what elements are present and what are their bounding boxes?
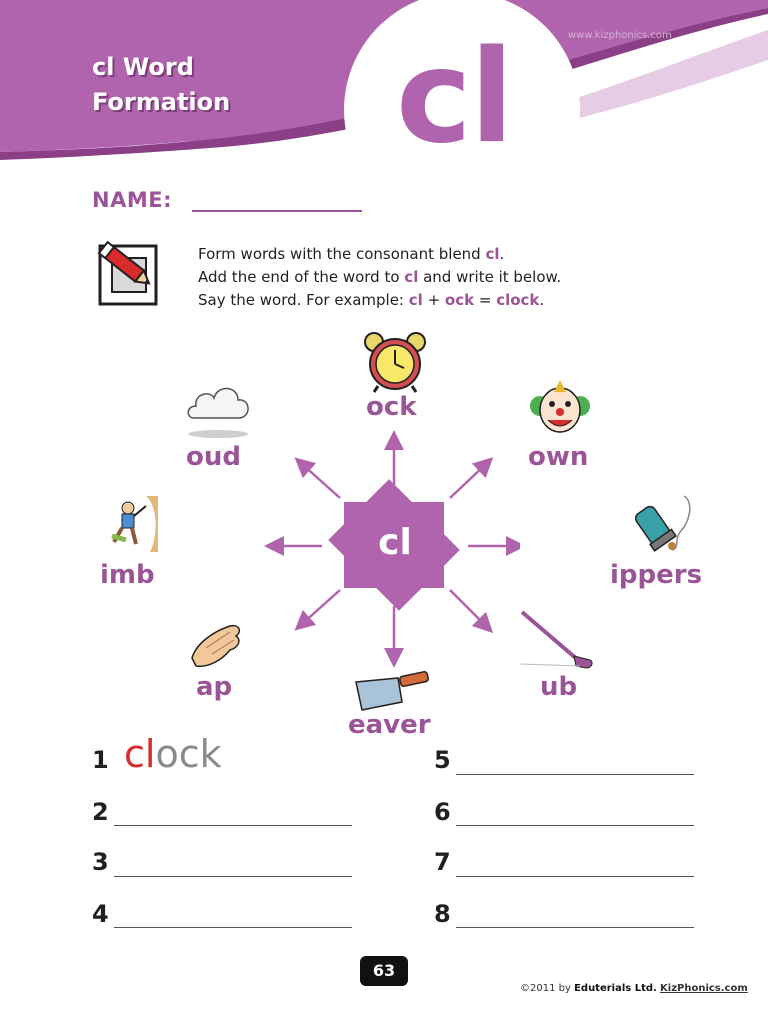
ending-oud: oud bbox=[186, 442, 241, 472]
answer-number-6: 6 bbox=[434, 798, 451, 826]
ending-eaver: eaver bbox=[348, 710, 431, 740]
instruction-line-1: Form words with the consonant blend cl. bbox=[198, 245, 505, 263]
answer-line-7[interactable] bbox=[456, 876, 694, 877]
arrow-down-right bbox=[450, 590, 486, 626]
answer-number-4: 4 bbox=[92, 900, 109, 928]
ending-imb: imb bbox=[100, 560, 155, 590]
cloud-icon bbox=[184, 378, 252, 440]
answer-line-5[interactable] bbox=[456, 774, 694, 775]
blend-heading: cl bbox=[396, 23, 512, 172]
ending-own: own bbox=[528, 442, 589, 472]
answer-number-5: 5 bbox=[434, 746, 451, 774]
arrow-up-left bbox=[302, 464, 340, 498]
worksheet-title bbox=[92, 50, 230, 120]
name-line[interactable] bbox=[192, 210, 362, 212]
answer-number-3: 3 bbox=[92, 848, 109, 876]
ending-ap: ap bbox=[196, 672, 233, 702]
clown-icon bbox=[526, 378, 594, 438]
clippers-icon bbox=[624, 492, 694, 554]
name-label: NAME: bbox=[92, 188, 172, 212]
answer-number-1: 1 bbox=[92, 746, 109, 774]
answer-line-3[interactable] bbox=[114, 876, 352, 877]
instruction-line-3: Say the word. For example: cl + ock = clock. bbox=[198, 291, 545, 309]
climber-icon bbox=[106, 496, 158, 552]
answer-number-7: 7 bbox=[434, 848, 451, 876]
arrow-up-right bbox=[450, 464, 486, 498]
instructions bbox=[198, 243, 561, 312]
golf-club-icon bbox=[516, 608, 596, 670]
answer-number-8: 8 bbox=[434, 900, 451, 928]
answer-number-2: 2 bbox=[92, 798, 109, 826]
site-url: www.kizphonics.com bbox=[568, 30, 672, 41]
kizphonics-link[interactable]: KizPhonics.com bbox=[660, 983, 748, 994]
example-answer: clock bbox=[124, 732, 222, 776]
ending-ock: ock bbox=[366, 392, 417, 422]
ending-ub: ub bbox=[540, 672, 578, 702]
alarm-clock-icon bbox=[364, 330, 426, 394]
answer-line-6[interactable] bbox=[456, 825, 694, 826]
title-line-1: cl Word bbox=[92, 53, 194, 81]
pencil-icon bbox=[90, 232, 166, 308]
title-line-2: Formation bbox=[92, 88, 231, 116]
answer-line-4[interactable] bbox=[114, 927, 352, 928]
instruction-line-2: Add the end of the word to cl and write it below. bbox=[198, 268, 562, 286]
clapping-hands-icon bbox=[186, 618, 246, 670]
page-number: 63 bbox=[360, 956, 408, 986]
copyright: ©2011 by Eduterials Ltd. KizPhonics.com bbox=[520, 983, 748, 994]
answer-line-8[interactable] bbox=[456, 927, 694, 928]
ending-ippers: ippers bbox=[610, 560, 703, 590]
arrow-down-left bbox=[302, 590, 340, 624]
cleaver-icon bbox=[352, 662, 432, 714]
center-blend: cl bbox=[378, 522, 412, 563]
answer-line-2[interactable] bbox=[114, 825, 352, 826]
